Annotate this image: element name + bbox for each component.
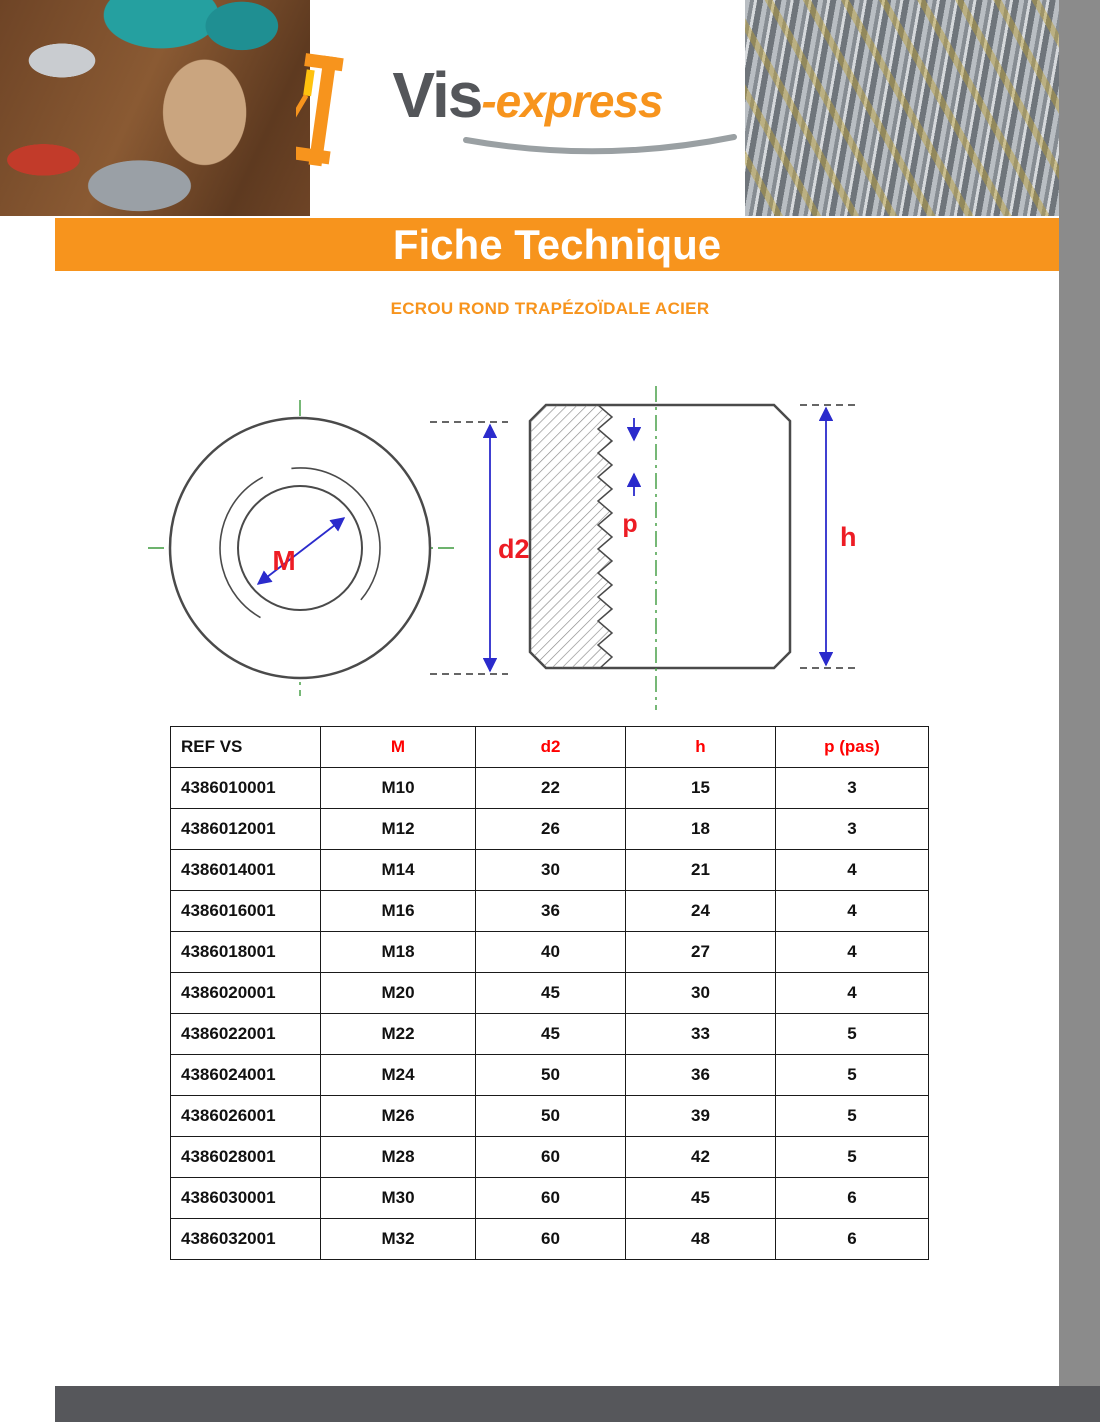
spec-table (170, 726, 929, 1260)
header-photo-left (0, 0, 310, 216)
spec-table-body (171, 768, 929, 1260)
table-row (171, 1055, 929, 1096)
title-banner (55, 218, 1059, 271)
value-cell: 4 (776, 973, 929, 1014)
column-header: REF VS (171, 727, 321, 768)
value-cell: 15 (626, 768, 776, 809)
value-cell: 22 (476, 768, 626, 809)
value-cell: M16 (321, 891, 476, 932)
table-row (171, 1014, 929, 1055)
value-cell: 27 (626, 932, 776, 973)
ref-cell: 4386012001 (171, 809, 321, 850)
value-cell: 36 (626, 1055, 776, 1096)
logo-text-suffix: -express (481, 75, 663, 127)
ref-cell: 4386014001 (171, 850, 321, 891)
value-cell: 50 (476, 1055, 626, 1096)
spec-table-header-row (171, 727, 929, 768)
value-cell: M18 (321, 932, 476, 973)
value-cell: M14 (321, 850, 476, 891)
value-cell: 21 (626, 850, 776, 891)
table-row (171, 809, 929, 850)
ref-cell: 4386024001 (171, 1055, 321, 1096)
bore-circle (238, 486, 362, 610)
value-cell: M24 (321, 1055, 476, 1096)
table-row (171, 891, 929, 932)
value-cell: 33 (626, 1014, 776, 1055)
column-header: p (pas) (776, 727, 929, 768)
table-row (171, 1096, 929, 1137)
value-cell: 4 (776, 932, 929, 973)
value-cell: 45 (626, 1178, 776, 1219)
value-cell: 24 (626, 891, 776, 932)
value-cell: 36 (476, 891, 626, 932)
ref-cell: 4386022001 (171, 1014, 321, 1055)
value-cell: M22 (321, 1014, 476, 1055)
table-row (171, 973, 929, 1014)
value-cell: 5 (776, 1014, 929, 1055)
value-cell: 60 (476, 1219, 626, 1260)
column-header: M (321, 727, 476, 768)
value-cell: 3 (776, 809, 929, 850)
table-row (171, 932, 929, 973)
value-cell: 5 (776, 1137, 929, 1178)
table-row (171, 850, 929, 891)
value-cell: 3 (776, 768, 929, 809)
side-view (530, 386, 858, 710)
technical-drawing (0, 378, 1100, 718)
ref-cell: 4386020001 (171, 973, 321, 1014)
value-cell: 39 (626, 1096, 776, 1137)
ref-cell: 4386018001 (171, 932, 321, 973)
value-cell: M10 (321, 768, 476, 809)
value-cell: 40 (476, 932, 626, 973)
value-cell: 30 (626, 973, 776, 1014)
ref-cell: 4386028001 (171, 1137, 321, 1178)
header-photo-right (745, 0, 1059, 216)
label-M: M (272, 545, 296, 576)
threaded-section-hatch (530, 405, 612, 668)
value-cell: 5 (776, 1096, 929, 1137)
value-cell: M28 (321, 1137, 476, 1178)
ref-cell: 4386030001 (171, 1178, 321, 1219)
table-row (171, 768, 929, 809)
value-cell: M12 (321, 809, 476, 850)
page-title: Fiche Technique (392, 220, 722, 268)
value-cell: M32 (321, 1219, 476, 1260)
logo (310, 0, 745, 216)
label-h: h (840, 522, 857, 552)
height-dimension (800, 405, 858, 668)
ref-cell: 4386010001 (171, 768, 321, 809)
table-row (171, 1137, 929, 1178)
ref-cell: 4386032001 (171, 1219, 321, 1260)
table-row (171, 1178, 929, 1219)
column-header: h (626, 727, 776, 768)
ref-cell: 4386026001 (171, 1096, 321, 1137)
ref-cell: 4386016001 (171, 891, 321, 932)
value-cell: 30 (476, 850, 626, 891)
label-d2: d2 (498, 534, 530, 564)
value-cell: 4 (776, 891, 929, 932)
value-cell: 6 (776, 1178, 929, 1219)
column-header: d2 (476, 727, 626, 768)
logo-text-main: Vis (392, 59, 482, 131)
value-cell: 45 (476, 1014, 626, 1055)
value-cell: 60 (476, 1178, 626, 1219)
value-cell: 50 (476, 1096, 626, 1137)
value-cell: 4 (776, 850, 929, 891)
value-cell: 45 (476, 973, 626, 1014)
value-cell: 48 (626, 1219, 776, 1260)
footer-bar (55, 1386, 1100, 1422)
clamp-tool-graphic (296, 52, 350, 172)
value-cell: 42 (626, 1137, 776, 1178)
value-cell: 26 (476, 809, 626, 850)
product-subtitle: ECROU ROND TRAPÉZOÏDALE ACIER (390, 299, 710, 318)
value-cell: 18 (626, 809, 776, 850)
front-view (148, 400, 530, 696)
logo-swoosh (460, 134, 740, 160)
value-cell: M30 (321, 1178, 476, 1219)
value-cell: 5 (776, 1055, 929, 1096)
value-cell: 6 (776, 1219, 929, 1260)
logo-wordmark (310, 58, 745, 132)
table-row (171, 1219, 929, 1260)
value-cell: 60 (476, 1137, 626, 1178)
value-cell: M20 (321, 973, 476, 1014)
value-cell: M26 (321, 1096, 476, 1137)
label-p: p (622, 510, 638, 538)
